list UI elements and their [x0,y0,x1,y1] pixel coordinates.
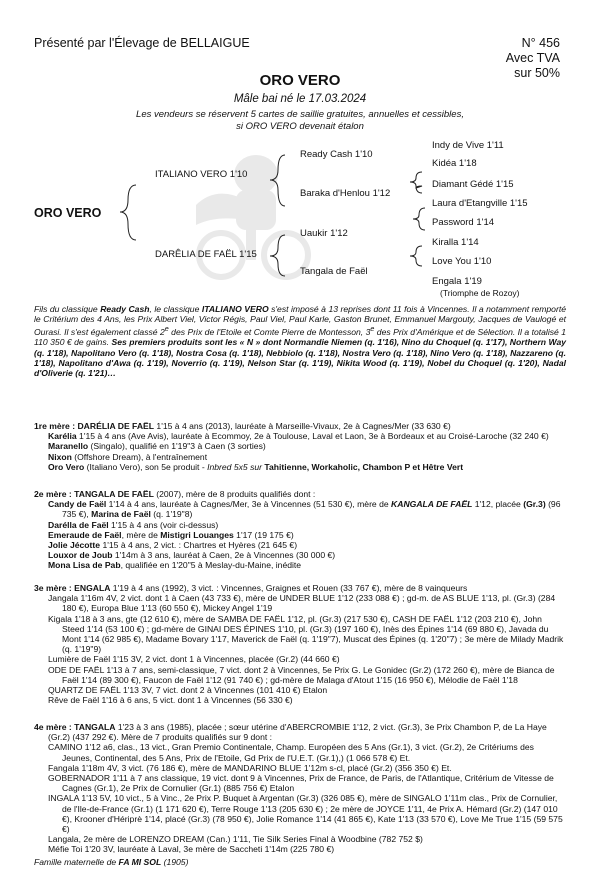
intro-produits: Ses premiers produits sont les « N » dont Normandie Niemen (q. 1'16), Nino du Choquel (q. 1'17), Northern Way (q. 1'18), Napolitano Vero (q. 1'18), Nostra Cosa (q. 1'18), Nebbiolo (q. 1'18), Nostra Vero (q. 1'18), Nino Vero (q. 1'18), Nazzareno (q. 1'18), Napolitano d'Awa (q. 1'19), Noverrio (q. 1'19), Nelson Star (q. 1'19), Nikita Wood (q. 1'19), Nobel du Choquel (q. 1'20), Nadal d'Oliverie (q. 1'21)… [34,337,567,379]
mere4-label: 4e mère : TANGALA [34,722,116,732]
mere1-nixon: Nixon [48,451,72,462]
pedigree-ggp-1: Indy de Vive 1'11 [432,140,504,151]
mere4-line0: 1'23 à 3 ans (1985), placée ; sœur utérine d'ABERCROMBIE 1'12, 2 vict. (Gr.3), 3e Prix Chambon P, de La Haye (Gr.2) (437 292 €). Mère de 7 produits qualifiés sur 9 dont : [48,722,547,743]
pedigree-ggp-3: Diamant Gédé 1'15 [432,179,514,190]
footer-family-name: FA MI SOL [118,857,162,867]
pedigree-ggp-note: (Triomphe de Rozoy) [440,288,520,298]
mere2-mona: Mona Lisa de Pab [48,560,121,571]
mere3-kigala: Kigala 1'18 à 3 ans, gte (12 610 €), mère de SAMBA DE FAËL 1'12, pl. (Gr.3) (217 530 €), CASH DE FAËL 1'12 (203 210 €), John Steed 1'14 (53 100 €) ; gd-mère de GINAI DES ÉPINES 1'10, pl. (Gr.3) (197 160 €), Inès des Épines 1'14 (69 880 €), Javada du Mont 1'14 (62 985 €), Madame Bovary 1'17, Maverick de Faël (q. 1'19"7), Muscat des Épines (q. 1'20"7) ; 3e mère de Milady Madrik (q. 1'19"9) [48,613,564,655]
pedigree-sire-sire: Ready Cash 1'10 [300,149,373,160]
section-mere-1 [34,421,566,472]
mere1-karelia: Karélia [48,431,77,442]
mere2-line1b: 1'12, placée [472,499,524,510]
mere2-gr3: (Gr.3) [523,499,546,510]
mere4-mefie: Méfie Toi 1'20 3V, lauréate à Laval, 3e mère de Saccheti 1'14m (225 780 €) [48,844,335,855]
mere2-line0: (2007), mère de 8 produits qualifiés dont : [153,489,316,499]
pedigree-ggp-5: Password 1'14 [432,217,495,228]
mere1-line1: 1'15 à 4 ans (2013), lauréate à Marseille-Vivaux, 2e à Cagnes/Mer (33 630 €) [154,421,451,431]
mere4-ingala: INGALA 1'13 5V, 10 vict., 5 à Vinc., 2e Prix P. Buquet à Argentan (Gr.3) (326 085 €), mère de SINGALO 1'11m clas., Prix de Cornulier, de l'Ile-de-France (Gr.1) (1 171 620 €), Terre Rouge 1'13 (205 630 €) ; 2e mère de JOYCE 1'11, 4e Prix A. Hémard (Gr.2) (147 010 €), Krooner d'Hériprè 1'14, placé (Gr.3) (78 950 €), Jolie Romance 1'14 (41 865 €), Kate 1'13 (33 570 €), Love Me True 1'15 (59 575 €) [48,793,563,835]
seller-note-line1: Les vendeurs se réservent 5 cartes de saillie gratuites, annuelles et cessibles, [136,109,464,120]
pedigree-ggp-8: Engala 1'19 [432,276,482,287]
intro-text-4: des Prix de l'Etoile et Comte Pierre de Montesson, 3 [168,327,371,338]
mere1-inbred-names: Tahitienne, Workaholic, Chambon P et Hêtre Vert [264,461,464,472]
mere2-line6: , qualifiée en 1'20"5 à Meslay-du-Maine, inédite [120,560,302,571]
pedigree-chart [0,0,600,300]
mere4-camino: CAMINO 1'12 a6, clas., 13 vict., Gran Premio Continentale, Champ. Européen des 5 Ans (Gr.1), 3 vict. (Gr.2), 2e Critériums des Jeunes, Continental, des 5 Ans, Prix de l'Etoile, Gd Prix de l'U.E.T. (Gr.1),) (1 066 578 €) Et. [48,742,534,763]
intro-ready-cash: Ready Cash [100,304,150,314]
intro-paragraph [34,304,566,378]
mere2-louxor: Louxor de Joub [48,550,113,561]
horse-description: Mâle bai né le 17.03.2024 [233,93,367,105]
mere4-langala: Langala, 2e mère de LORENZO DREAM (Can.) 1'11, Tie Silk Series Final à Woodbine (782 752 $) [48,834,423,845]
intro-text-3: s'est imposé à 13 reprises dont 11 fois à Vincennes. Il a notamment remporté le Critérium des 4 Ans, les Prix Albert Viel, Victor Régis, Paul Viel, Paul Karle, Gaston Brunet, Emmanuel Margouty, Jacques de Vaulogé et Ourasi. Il s'est également classé 2 [34,304,566,338]
pedigree-sire-dam: Baraka d'Henlou 1'12 [300,188,391,199]
mere2-marina: Marina de Faël [91,509,151,520]
intro-text-5: des Prix d'Amérique et de Sélection. Il a totalisé 1 110 350 € de gains. [34,327,566,348]
mere4-fangala: Fangala 1'18m 4V, 3 vict. (76 186 €), mère de MANDARINO BLUE 1'12m s-cl, placé (Gr.2) (356 350 €) Et. [48,762,452,773]
mere2-emeraude: Emeraude de Faël [48,529,122,540]
mere3-jangala: Jangala 1'16m 4V, 2 vict. dont 1 à Caen (43 733 €), mère de UNDER BLUE 1'12 (233 088 €) ; gd-m. de AS BLUE 1'13, pl. (Gr.3) (284 180 €), Europa Blue 1'13 (60 550 €), Mickey Angel 1'19 [48,593,556,614]
footer-text: Famille maternelle de [34,857,119,867]
pedigree-ggp-4: Laura d'Etangville 1'15 [432,198,528,209]
mere1-line2: 1'15 à 4 ans (Ave Avis), lauréate à Ecommoy, 2e à Toulouse, Laval et Laon, 3e à Bordeaux et au Croisé-Laroche (32 240 €) [76,431,549,442]
mere1-line4: (Offshore Dream), à l'entraînement [71,451,208,462]
vat-base: sur 50% [514,66,560,80]
intro-sup-1: e [164,325,169,334]
pedigree-ggp-7: Love You 1'10 [432,256,492,267]
section-mere-4 [34,722,566,855]
mere2-line1c: (96 735 €), [62,499,561,520]
mere3-lumiere: Lumière de Faël 1'15 3V, 2 vict. dont 1 à Vincennes, placée (Gr.2) (44 660 €) [48,654,340,665]
mere2-line1d: (q. 1'19"8) [150,509,193,520]
mere2-line4: 1'15 à 4 ans, 2 vict. : Chartres et Hyères (21 645 €) [100,540,298,551]
pedigree-ggp-2: Kidéa 1'18 [432,158,477,169]
intro-text-1: Fils du classique [34,304,101,314]
section-mere-3 [34,583,566,705]
mere1-line3: (Singalo), qualifié en 1'19"3 à Caen (3 sorties) [88,441,266,452]
pedigree-dam: DARÊLIA DE FAËL 1'15 [155,249,257,260]
intro-sup-2: e [370,325,375,334]
vat-label: Avec TVA [505,51,560,65]
mere2-darella: Darélla de Faël [48,519,109,530]
mere2-line1: 1'14 à 4 ans, lauréate à Cagnes/Mer, 3e à Vincennes (51 530 €), mère de [106,499,392,510]
mere3-ode: ODE DE FAËL 1'13 à 7 ans, semi-classique, 7 vict. dont 2 à Vincennes, 5e Prix G. Le Gonidec (Gr.2) (172 260 €), mère de Bianca de Faël 1'14 (89 300 €), Faucon de Faël 1'12 (91 740 €) ; gd-mère de Malaga d'Atout 1'15 (16 950 €), Mélodie de Faël 1'18 [48,664,555,685]
mere4-gobernador: GOBERNADOR 1'11 à 7 ans classique, 19 vict. dont 9 à Vincennes, Prix de France, de Paris, de l'Atlantique, Critérium de Vitesse de Cagnes (Gr.1), 2e Prix de Cornulier (Gr.1) (885 756 €) Etalon [48,773,554,794]
horse-name: ORO VERO [259,72,341,89]
lot-number: N° 456 [521,36,560,50]
mere2-line2: 1'15 à 4 ans (voir ci-dessus) [108,519,219,530]
mere3-quartz: QUARTZ DE FAËL 1'13 3V, 7 vict. dont 2 à Vincennes (101 410 €) Etalon [48,685,328,696]
pedigree-subject: ORO VERO [34,206,102,220]
mere1-orovero: Oro Vero [48,461,85,472]
seller-note-line2: si ORO VERO devenait étalon [236,120,364,132]
pedigree-dam-sire: Uaukir 1'12 [300,228,348,239]
section-mere-2 [34,489,566,571]
pedigree-sire: ITALIANO VERO 1'10 [155,169,248,180]
mere3-line0: 1'19 à 4 ans (1992), 3 vict. : Vincennes, Graignes et Rouen (33 767 €), mère de 8 vainqueurs [110,583,468,593]
mere2-jolie: Jolie Jécotte [48,540,101,551]
mere2-mistigri: Mistigri Louanges [160,529,234,540]
mere2-candy: Candy de Faël [48,499,107,510]
pedigree-ggp-6: Kiralla 1'14 [432,237,479,248]
mere2-line5: 1'14m à 3 ans, lauréat à Caen, 2e à Vincennes (30 000 €) [112,550,336,561]
intro-text-2: , le classique [149,304,202,314]
maternal-family-footer [34,857,188,867]
mere1-label: 1re mère : DARÉLIA DE FAËL [34,421,155,431]
presenter-line: Présenté par l'Élevage de BELLAIGUE [34,36,250,50]
mere2-line3: , mère de [121,529,161,540]
footer-year: (1905) [161,857,189,867]
mere3-reve: Rêve de Faël 1'16 à 6 ans, 5 vict. dont 1 à Vincennes (56 330 €) [48,695,293,706]
intro-italiano: ITALIANO VERO [201,304,269,314]
mere1-line5: (Italiano Vero), son 5e produit - [84,461,208,472]
mere2-label: 2e mère : TANGALA DE FAËL [34,489,154,499]
mere2-line3b: 1'17 (19 175 €) [233,529,294,540]
mere1-maranello: Maranello [48,441,89,452]
pedigree-dam-dam: Tangala de Faël [300,266,368,277]
mere3-label: 3e mère : ENGALA [34,583,111,593]
mere1-inbred: Inbred 5x5 sur [207,461,265,472]
mere2-kangala: KANGALA DE FAËL [391,499,473,510]
